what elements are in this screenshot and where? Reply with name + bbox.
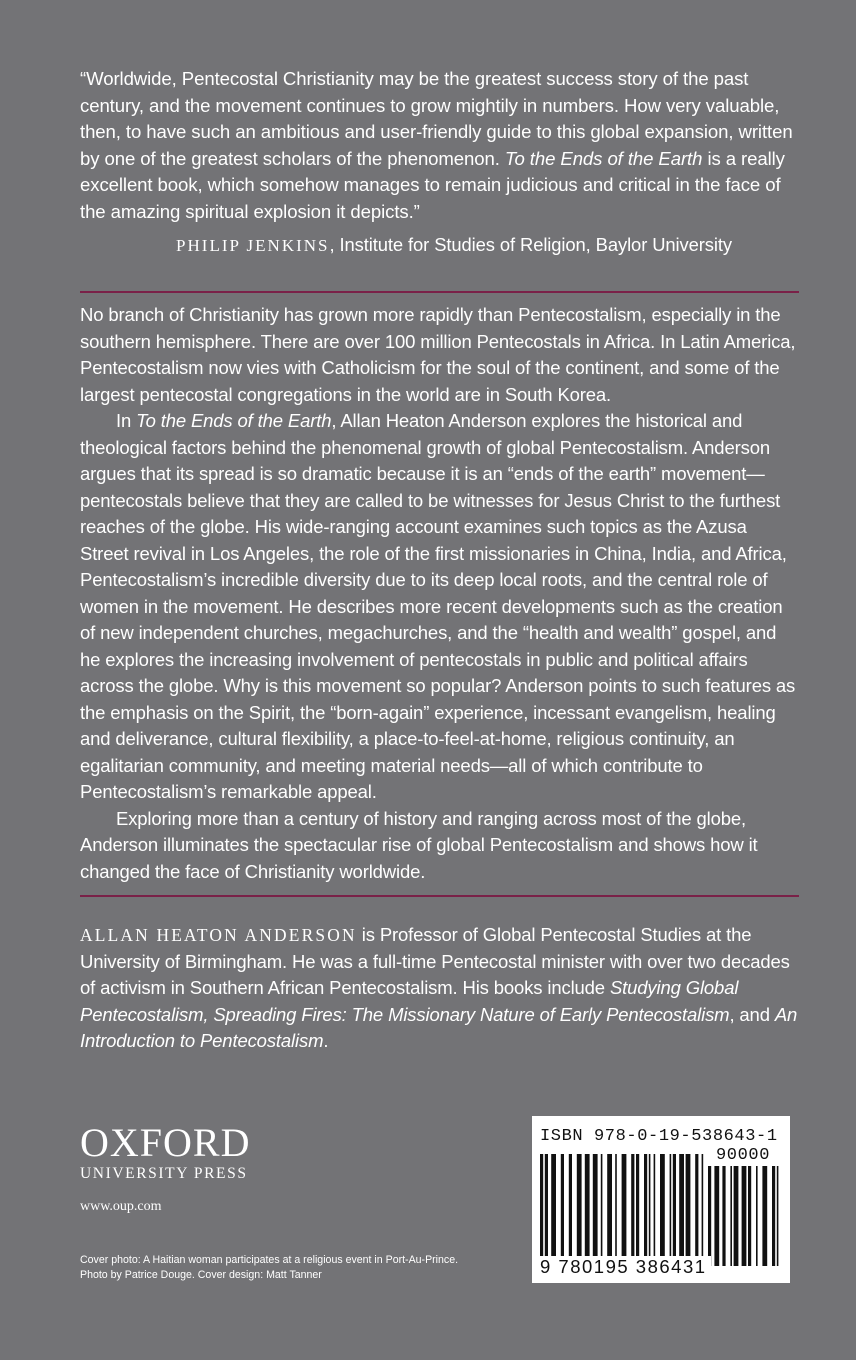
barcode-bar (654, 1154, 656, 1266)
addon-barcode-bars (708, 1166, 782, 1266)
barcode-bar (569, 1154, 572, 1266)
credits-line-2: Photo by Patrice Douge. Cover design: Matt Tanner (80, 1268, 322, 1281)
barcode-bar (686, 1154, 691, 1266)
barcode-bar (545, 1154, 548, 1266)
barcode-bar (577, 1154, 582, 1266)
publisher-website: www.oup.com (80, 1199, 162, 1214)
description-paragraph-1: No branch of Christianity has grown more rapidly than Pentecostalism, especially in the southern hemisphere. There are over 100 million Pentecostals in Africa. In Latin America, Pentecostalism now vies with Catholicism for the soul of the continent, and some of the largest pentecostal congregations in the world are in South Korea. (80, 304, 796, 405)
description-paragraph-3: Exploring more than a century of history and ranging across most of the globe, Anderson illuminates the spectacular rise of global Pentecostalism and shows how it changed the face of Christianity worldwide. (80, 807, 758, 882)
barcode-bar (730, 1166, 732, 1266)
barcode-bar (748, 1166, 751, 1266)
barcode-bar (622, 1154, 627, 1266)
barcode-bar (772, 1166, 775, 1266)
quote-author: PHILIP JENKINS (176, 235, 330, 255)
barcode-bar (561, 1154, 564, 1266)
barcode-bar (649, 1154, 651, 1266)
barcode-bar (660, 1154, 665, 1266)
barcode-bar (540, 1154, 543, 1266)
barcode-bar (644, 1154, 647, 1266)
barcode-bar (714, 1166, 719, 1266)
barcode-bar (636, 1154, 639, 1266)
quote-text: “Worldwide, Pentecostal Christianity may be the greatest success story of the past century, and the movement continues to grow mightily in numbers. How very valuable, then, to have such an ambitious and user-friendly guide to this global expansion, written by one of the greatest scholars of the phenomenon. To the Ends of the Earth is a really excellent book, which somehow manages to remain judicious and critical in the face of the amazing spiritual explosion it depicts.” (80, 68, 793, 222)
barcode-bar (708, 1166, 711, 1266)
barcode-bar (742, 1166, 747, 1266)
barcode-bar (631, 1154, 634, 1266)
isbn-barcode (532, 1116, 790, 1283)
description-book-title: To the Ends of the Earth (136, 410, 332, 431)
author-book-last: An Introduction to Pentecostalism (80, 1003, 798, 1051)
author-bio: ALLAN HEATON ANDERSON is Professor of Global Pentecostal Studies at the University of Birmingham. He was a full-time Pentecostal minister with over two decades of activism in Southern African Pentecostalism. His books include Studying Global Pentecostalism, Spreading Fires: The Missionary Nature of Early Pentecostalism, and An Introduction to Pentecostalism. (80, 924, 798, 1051)
ean-digits: 9 780195 386431 (540, 1256, 711, 1278)
book-description (80, 302, 800, 885)
quote-affiliation: , Institute for Studies of Religion, Baylor University (329, 233, 732, 255)
publisher-name: OXFORD (80, 1120, 251, 1165)
barcode-bar (607, 1154, 612, 1266)
barcode-bar (734, 1166, 739, 1266)
barcode-bar (551, 1154, 556, 1266)
description-paragraph-2: In To the Ends of the Earth, Allan Heaton Anderson explores the historical and theological factors behind the phenomenal growth of global Pentecostalism. Anderson argues that its spread is so dramatic because it is an “ends of the earth” movement—pentecostals believe that they are called to be witnesses for Jesus Christ to the furthest reaches of the globe. His wide-ranging account examines such topics as the Azusa Street revival in Los Angeles, the role of the first missionaries in China, India, and Africa, Pentecostalism’s incredible diversity due to its deep local roots, and the central role of women in the movement. He describes more recent developments such as the creation of new independent churches, megachurches, and the “health and wealth” gospel, and he explores the increasing involvement of pentecostals in public and political affairs across the globe. Why is this movement so popular? Anderson points to such features as the emphasis on the Spirit, the “born-again” experience, incessant evangelism, healing and deliverance, cultural flexibility, a place-to-feel-at-home, religious continuity, an egalitarian community, and meeting material needs—all of which contribute to Pentecostalism’s remarkable appeal. (80, 410, 796, 802)
quote-attribution (80, 232, 800, 259)
ean-barcode-bars (540, 1154, 704, 1266)
barcode-bar (615, 1154, 617, 1266)
cover-credits (80, 1253, 458, 1282)
barcode-bar (695, 1154, 698, 1266)
author-books: Studying Global Pentecostalism, Spreading Fires: The Missionary Nature of Early Pentecostalism (80, 977, 739, 1025)
credits-line-1: Cover photo: A Haitian woman participates at a religious event in Port-Au-Prince. (80, 1254, 459, 1266)
publisher-subtitle: UNIVERSITY PRESS (80, 1165, 248, 1182)
barcode-bar (777, 1166, 779, 1266)
divider-top (80, 291, 799, 293)
divider-bottom (80, 895, 799, 897)
barcode-bar (593, 1154, 598, 1266)
barcode-bar (679, 1154, 684, 1266)
barcode-bar (702, 1154, 704, 1266)
barcode-bar (670, 1154, 672, 1266)
price-code: 90000 (716, 1146, 771, 1165)
barcode-bar (673, 1154, 676, 1266)
barcode-bar (722, 1166, 725, 1266)
publisher-logo (80, 1120, 251, 1183)
barcode-bar (762, 1166, 767, 1266)
author-name: ALLAN HEATON ANDERSON (80, 925, 357, 945)
quote-book-title: To the Ends of the Earth (504, 147, 703, 169)
isbn-label: ISBN 978-0-19-538643-1 (540, 1127, 778, 1146)
barcode-bar (756, 1166, 758, 1266)
barcode-bar (585, 1154, 590, 1266)
barcode-bar (601, 1154, 603, 1266)
endorsement-quote (80, 66, 800, 259)
